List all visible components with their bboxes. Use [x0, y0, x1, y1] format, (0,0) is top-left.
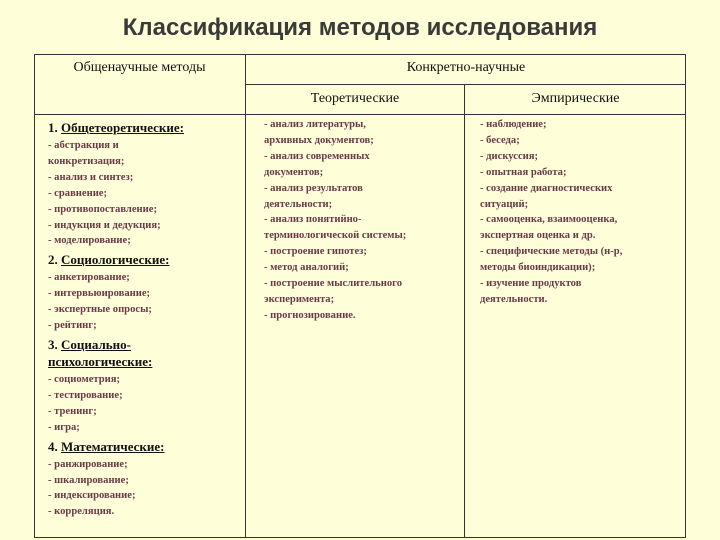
- list-item: - построение гипотез;: [264, 246, 367, 258]
- list-item: - анализ результатов: [264, 182, 363, 194]
- list-item: - противопоставление;: [48, 203, 157, 215]
- table-border-top: [34, 54, 686, 55]
- header-specific-methods: Конкретно-научные: [406, 60, 526, 75]
- section-name: Социологические:: [61, 252, 170, 268]
- list-item: - абстракция и: [48, 140, 119, 151]
- list-item: - корреляция.: [48, 506, 115, 518]
- list-item: ситуаций;: [480, 198, 529, 210]
- list-item: - шкалирование;: [48, 474, 129, 486]
- header-general-methods: Общенаучные методы: [73, 60, 206, 75]
- section-heading: [48, 336, 244, 370]
- classification-table: [34, 54, 686, 538]
- header-theoretical: Теоретические: [310, 91, 400, 106]
- list-item: - индукция и дедукция;: [48, 219, 161, 231]
- list-item: - анализ и синтез;: [48, 171, 134, 183]
- list-item: - наблюдение;: [480, 119, 547, 130]
- section-number: 2.: [48, 252, 58, 268]
- list-item: - прогнозирование.: [264, 309, 356, 321]
- list-item: - тестирование;: [48, 389, 123, 401]
- list-item: - индексирование;: [48, 490, 136, 502]
- list-item: - создание диагностических: [480, 182, 613, 194]
- list-item: - самооценка, взаимооценка,: [480, 214, 618, 226]
- section-number: 4.: [48, 438, 58, 454]
- header-divider: [34, 114, 686, 115]
- list-item: - игра;: [48, 421, 80, 433]
- list-item: экспертная оценка и др.: [480, 230, 596, 242]
- list-item: - анкетирование;: [48, 272, 130, 284]
- list-item: - ранжирование;: [48, 458, 128, 470]
- list-item: - специфические методы (н-р,: [480, 246, 623, 258]
- list-item: - опытная работа;: [480, 166, 567, 178]
- list-item: - рейтинг;: [48, 320, 97, 332]
- list-item: - анализ современных: [264, 150, 370, 162]
- list-item: - тренинг;: [48, 405, 97, 417]
- page-title: Классификация методов исследования: [122, 14, 598, 41]
- list-item: деятельности.: [480, 293, 548, 305]
- list-item: эксперимента;: [264, 293, 335, 305]
- empirical-methods-cell: [480, 117, 682, 308]
- section-name: Социально-: [61, 336, 131, 352]
- table-border-bottom: [34, 537, 686, 538]
- list-item: - экспертные опросы;: [48, 304, 152, 316]
- list-item: - сравнение;: [48, 187, 108, 199]
- table-border-right: [685, 54, 686, 538]
- list-item: конкретизация;: [48, 155, 125, 167]
- list-item: - дискуссия;: [480, 150, 539, 162]
- theoretical-methods-cell: [264, 117, 460, 324]
- section-heading: [48, 251, 244, 268]
- list-item: - метод аналогий;: [264, 262, 349, 274]
- header-empirical: Эмпирические: [531, 91, 620, 106]
- column-divider-general: [245, 54, 246, 538]
- list-item: - построение мыслительного: [264, 278, 402, 290]
- section-name-continued: психологические:: [48, 353, 153, 369]
- list-item: - моделирование;: [48, 235, 131, 247]
- list-item: деятельности;: [264, 198, 333, 210]
- list-item: - беседа;: [480, 134, 520, 146]
- list-item: - изучение продуктов: [480, 278, 582, 290]
- column-divider-specific: [464, 84, 465, 538]
- list-item: - анализ литературы,: [264, 119, 366, 130]
- section-number: 1.: [48, 120, 58, 135]
- list-item: - социометрия;: [48, 373, 120, 385]
- section-heading: [48, 119, 244, 136]
- general-methods-cell: [48, 117, 244, 520]
- table-border-left: [34, 54, 35, 538]
- list-item: методы биоиндикации);: [480, 262, 596, 274]
- section-name: Общетеоретические:: [61, 120, 184, 135]
- list-item: архивных документов;: [264, 134, 374, 146]
- section-heading: [48, 438, 244, 455]
- list-item: - анализ понятийно-: [264, 214, 362, 226]
- list-item: документов;: [264, 166, 324, 178]
- section-name: Математические:: [61, 438, 165, 454]
- section-number: 3.: [48, 336, 58, 352]
- list-item: терминологической системы;: [264, 230, 407, 242]
- subheader-divider: [245, 84, 686, 85]
- list-item: - интервьюирование;: [48, 288, 151, 300]
